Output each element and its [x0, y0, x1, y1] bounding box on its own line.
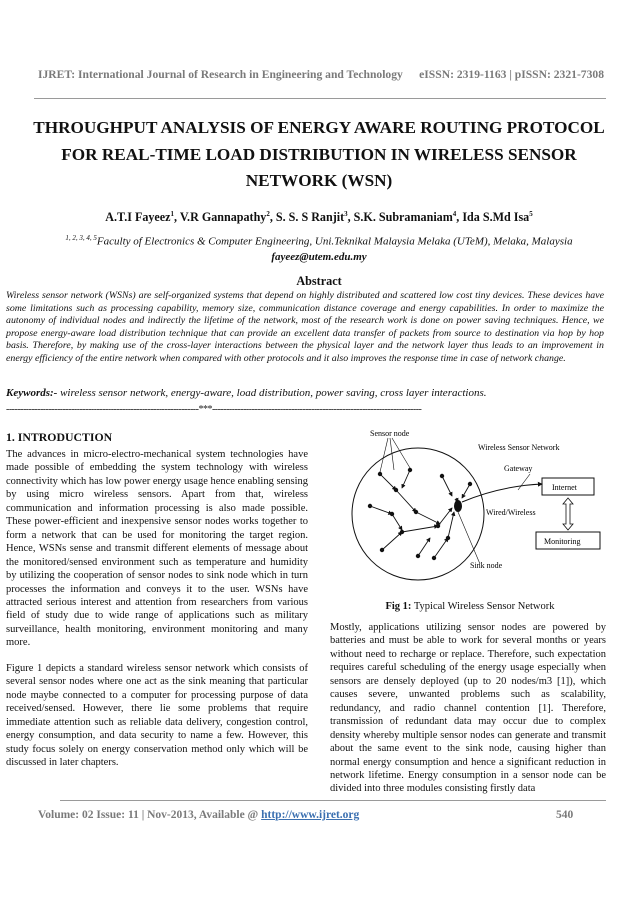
author-email[interactable]: fayeez@utem.edu.my — [271, 251, 367, 263]
journal-name: IJRET: International Journal of Research in Engineering and Technology — [38, 68, 403, 81]
abstract-text: Wireless sensor network (WSNs) are self-organized systems that depend on highly distributed and scattered low cost tiny devices. These devices have some limitations such as processing capability, memory size, communication distance coverage and energy capabilities. In order to maximize the autonomy of individual nodes and indirectly the lifetime of the network, most of the research work is done on power saving techniques. Hence, we propose energy-aware load distribution technique that can provide an excellent data transfer of packets from source to destination via hop by hop basis. Therefore, by making use of the cross-layer interactions between the physical layer and the network layer thus leads to an improvement in energy efficiency of the entire network when compared with other protocols and it also improves the response time in case of network change. — [6, 290, 604, 364]
sensor-node — [436, 524, 440, 528]
sensor-node — [440, 474, 444, 478]
paragraph: Mostly, applications utilizing sensor nodes are powered by batteries and must be able to work for several months or years without need to recharge or replace. Therefore, such expectation requires careful scheduling of the energy usage especially when sensors are densely deployed (up to 20 nodes/m3 [1]), which causes severe, unwanted problems such as scalability, redundancy, and radio channel contention [1]. Therefore, transmission of redundant data may occur due to complex density whereby multiple sensor nodes can generate and transmit about the same event to the sink node, causing higher than normal energy consumption and hence a significant reduction in network lifetime. Energy consumption in a sensor node can be divided into three modules consisting firstly data — [330, 622, 606, 795]
paragraph: The advances in micro-electro-mechanical system technologies have made possible of embedding the system technology with wireless connectivity which has low power energy usage hence enabling sensing by using micro wireless sensors. Apart from that, wireless communication and information processing is also made possible. These power-efficient and inexpensive sensor nodes works together to form a network that can be used for monitoring the target region. Hence, WSNs sense and transmit different elements of message about the monitored/sensed environment such as temperature and humidity by utilizing the cooperation of sensor nodes to sink node which in turn processes the information and conveys it to the user. WSNs have attracted serious interest and attention from researchers from various field of study due to wide range of applications such as military surveillance, health monitoring, environment monitoring and many more. — [6, 449, 308, 649]
sensor-node — [468, 482, 472, 486]
journal-link[interactable]: http://www.ijret.org — [261, 809, 360, 821]
header-rule — [34, 98, 606, 99]
paragraph: Figure 1 depicts a standard wireless sensor network which consists of several sensor nodes where one act as the sink meaning that particular node maybe connected to a computer for processing purpose of data received/sensed. However, there lie some problems that require immediate attention such as reliable data delivery, congestion control, energy consumption, and data security to name a few. However, this study focus solely on energy conservation method only which will be discussed in later chapters. — [6, 662, 308, 768]
paper-title: THROUGHPUT ANALYSIS OF ENERGY AWARE ROUTING PROTOCOL FOR REAL-TIME LOAD DISTRIBUTION IN WIRELESS SENSOR NETWORK (WSN) — [33, 118, 605, 190]
author: V.R Gannapathy$^2$ — [179, 210, 270, 225]
right-column — [330, 621, 606, 796]
label-wired-wireless: Wired/Wireless — [486, 508, 536, 517]
sensor-node — [368, 504, 372, 508]
sensor-node — [416, 554, 420, 558]
running-header — [38, 68, 604, 81]
sensor-node — [394, 488, 398, 492]
sensor-node — [378, 472, 382, 476]
keywords-text: wireless sensor network, energy-aware, load distribution, power saving, cross layer interactions. — [57, 387, 487, 399]
issn: eISSN: 2319-1163 | pISSN: 2321-7308 — [419, 68, 604, 81]
sensor-node — [408, 468, 412, 472]
sensor-node — [446, 536, 450, 540]
sensor-node — [432, 556, 436, 560]
footer-rule — [60, 800, 606, 801]
label-wsn: Wireless Sensor Network — [478, 443, 560, 452]
footer-volume: Volume: 02 Issue: 11 | Nov-2013, Available @ http://www.ijret.org — [38, 809, 360, 821]
author-list: A.T.I Fayeez$^1$, V.R Gannapathy$^2$, S. S. S Ranjit$^3$, S.K. Subramaniam$^4$, Ida S.Md Isa$^5$ — [105, 210, 533, 225]
left-column — [6, 448, 308, 781]
sensor-node — [380, 548, 384, 552]
author: S.K. Subramaniam$^4$ — [353, 210, 457, 225]
page-number: 540 — [556, 809, 574, 821]
author: S. S. S Ranjit$^3$ — [275, 210, 348, 225]
section-separator: --------------------------------------------------------------------***-------------------------------------------------------------------------- — [6, 404, 422, 415]
author: Ida S.Md Isa$^5$ — [462, 210, 533, 225]
section-heading: 1. INTRODUCTION — [6, 430, 113, 444]
label-sink-node: Sink node — [470, 561, 503, 570]
author: A.T.I Fayeez$^1$ — [105, 210, 175, 225]
wsn-diagram — [330, 428, 610, 588]
label-sensor-node: Sensor node — [370, 429, 410, 438]
network-boundary — [352, 448, 484, 580]
sensor-node — [390, 512, 394, 516]
figure-caption: Fig 1: Typical Wireless Sensor Network — [385, 601, 555, 612]
label-internet: Internet — [552, 483, 577, 492]
keywords — [6, 387, 604, 399]
affiliation: $^{1, 2, 3, 4, 5}$Faculty of Electronics & Computer Engineering, Uni.Teknikal Malaysia Melaka (UTeM), Melaka, Malaysia — [65, 234, 573, 248]
keywords-label: Keywords:- — [6, 387, 58, 399]
sensor-node — [400, 530, 404, 534]
abstract-heading: Abstract — [296, 274, 342, 288]
label-gateway: Gateway — [504, 464, 533, 473]
sink-node — [454, 500, 462, 512]
label-monitoring: Monitoring — [544, 537, 581, 546]
sensor-node — [414, 510, 418, 514]
